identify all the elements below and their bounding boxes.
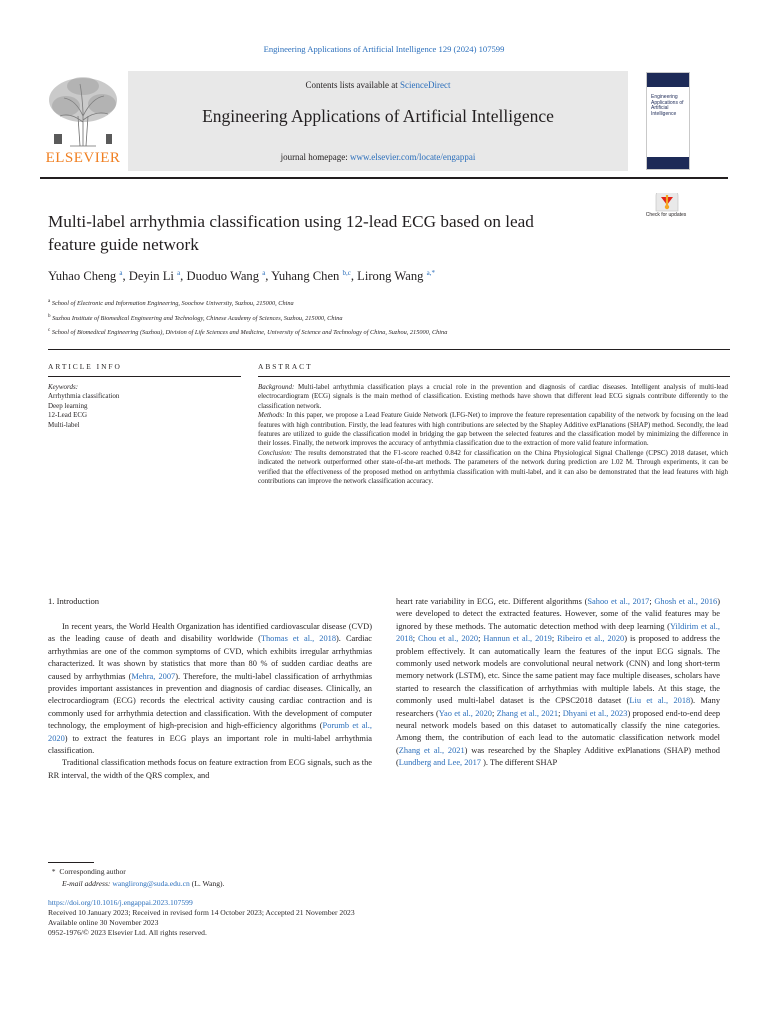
abstract-heading: ABSTRACT [258, 362, 313, 371]
abstract-body [258, 383, 728, 486]
body-text: ) is proposed to address the problem effectively. It can automatically learn the features of the input ECG signals. The commonly used network models are convolutional neural network (CNN) and long short-term memory network (LSTM), etc. Since the same patient may face multiple diseases, scholars have started to research the classification of arrhythmias with multiple labels. At this stage, the commonly used multi-label dataset is the CPSC2018 dataset ( [396, 634, 720, 706]
keyword: Deep learning [48, 401, 88, 410]
journal-title: Engineering Applications of Artificial Intelligence [202, 106, 554, 126]
journal-cover-thumbnail[interactable] [646, 72, 690, 170]
copyright-line: 0952-1976/© 2023 Elsevier Ltd. All rights reserved. [48, 928, 207, 937]
body-text: ; [491, 708, 497, 718]
body-text: Traditional classification methods focus on feature extraction from ECG signals, such as the RR interval, the width of the QRS complex, and [48, 758, 372, 780]
body-text: ). Cardiac arrhythmias are one of the common symptoms of CVD, which exhibits irregular arrhythmias characterized. It was shown by statistics that more than 80 % of sudden cardiac deaths are caused by arrhythmias ( [48, 634, 372, 681]
citation-link[interactable]: Liu et al., 2018 [629, 696, 691, 706]
footnotes [48, 866, 648, 890]
citation-link[interactable]: Mehra, 2007 [131, 671, 176, 681]
author-affil-mark[interactable]: a,* [426, 269, 435, 277]
abstract-rule [258, 376, 730, 377]
author-name[interactable]: Yuhang Chen [271, 269, 340, 284]
body-text: ; [558, 708, 563, 718]
keywords-label: Keywords: [48, 383, 79, 391]
abstract-methods-label: Methods: [258, 411, 285, 420]
section-heading-introduction: 1. Introduction [48, 596, 100, 606]
keyword: 12-Lead ECG [48, 411, 88, 420]
body-text: ; [478, 634, 484, 644]
article-info-heading: ARTICLE INFO [48, 362, 122, 371]
body-text: ). The different SHAP [480, 758, 558, 768]
paper-title-line-1: Multi-label arrhythmia classification using 12-lead ECG based on lead [48, 212, 534, 231]
citation-link[interactable]: Porumb et al., 2020 [48, 721, 372, 743]
email-link[interactable]: wanglirong@suda.edu.cn [112, 879, 190, 888]
abstract-conclusion-label: Conclusion: [258, 448, 293, 457]
email-suffix: (L. Wang). [189, 879, 225, 888]
citation-link[interactable]: Chou et al., 2020 [418, 634, 479, 644]
email-note [48, 878, 648, 890]
citation-link[interactable]: Zhang et al., 2021 [398, 745, 465, 755]
body-text: ; [551, 634, 558, 644]
publication-info [48, 898, 648, 938]
body-text: ). Therefore, the multi-label classification of arrhythmias provides important assistances in prevention and diagnosis of cardiac diseases. Clinically, an electrocardiogram (ECG) records the electrical activity causing cardiac contraction and is commonly used for arrhythmia detection and classification. With the development of computer technology, the employment of high-precision and high-efficiency algorithms ( [48, 671, 373, 731]
keywords-block [48, 383, 238, 430]
journal-homepage-line [128, 152, 628, 162]
author-affil-mark[interactable]: a [177, 269, 181, 277]
citation-link[interactable]: Yao et al., 2020 [438, 708, 492, 718]
citation-link[interactable]: Dhyani et al., 2023 [562, 708, 628, 718]
title-block-divider [48, 349, 730, 350]
body-column-left [48, 621, 372, 782]
affiliation [48, 296, 708, 311]
citation-link[interactable]: Yildirim et al., 2018 [396, 621, 720, 644]
journal-citation-link[interactable]: Engineering Applications of Artificial Intelligence 129 (2024) 107599 [263, 44, 505, 54]
affiliation-text: Suzhou Institute of Biomedical Engineering and Technology, Chinese Academy of Sciences, Suzhou, 215000, China [52, 314, 343, 322]
journal-citation-line[interactable] [0, 44, 768, 54]
body-text: ) proposed end-to-end deep neural network models based on this dataset to automatically classify the nine categories. Among them, the contribution of each lead to the automatic classification network model ( [396, 708, 721, 755]
body-text: ) were developed to detect the extracted features. However, some of the valid features may be ignored by these methods. The automatic detection method with deep learning ( [396, 597, 721, 631]
abstract-conclusion [258, 449, 728, 487]
abstract-background-label: Background: [258, 383, 295, 391]
abstract-methods-text: In this paper, we propose a Lead Feature Guide Network (LFG-Net) to improve the feature representation capability of the network by focusing on the lead features with high contribution. Firstly, the lead features with high contributions are selected by the Shapley Additive exPlanations (SHAP) method. Secondly, the lead features are utilized to guide the classification model in bridging the gap between the selected features and the classification model by minimizing the difference in their losses. Finally, the network improves the accuracy of arrhythmia classification due to the extraction of more valid feature information. [258, 411, 728, 448]
abstract-background-text: Multi-label arrhythmia classification plays a crucial role in the prevention and diagnosis of cardiac diseases. Intelligent analysis of multi-lead electrocardiogram (ECG) signals is the main method of classification. Existing methods have shown that different lead ECG signals contribute differently to the classification network. [258, 383, 728, 410]
author-affil-mark[interactable]: a [119, 269, 123, 277]
sciencedirect-link[interactable]: ScienceDirect [400, 80, 451, 90]
citation-link[interactable]: Sahoo et al., 2017 [587, 597, 650, 606]
elsevier-tree-icon [40, 72, 126, 150]
affiliation-mark: a [48, 299, 51, 304]
body-text: ; [649, 597, 655, 606]
contents-lists-line [128, 80, 628, 90]
check-for-updates-label[interactable]: Check for updates [645, 212, 687, 218]
cover-title: Engineering Applications of Artificial Intelligence [651, 94, 684, 117]
body-text: ) was researched by the Shapley Additive exPlanations (SHAP) method ( [396, 745, 720, 768]
homepage-prefix: journal homepage: [280, 152, 351, 162]
citation-link[interactable]: Zhang et al., 2021 [496, 708, 559, 718]
abstract-conclusion-text: The results demonstrated that the F1-score reached 0.842 for classification on the China Physiological Signal Challenge (CPSC) 2018 dataset, which indicated the network outperformed other state-of-the-art methods. The parameters of the network during prediction are 1.02 M. Through experiments, it can be verified that the effectiveness of the proposed method on arrhythmia classification with multi-label, and it can also be demonstrated that the lead features with high contributions can improve the network classification accuracy. [258, 448, 728, 486]
body-text: ; [412, 634, 419, 644]
author-name[interactable]: Deyin Li [128, 269, 174, 284]
body-paragraph [396, 596, 720, 770]
paper-title [48, 210, 608, 256]
body-text: ). Many researchers ( [396, 696, 721, 718]
author-name[interactable]: Yuhao Cheng [48, 269, 117, 284]
citation-link[interactable]: Thomas et al., 2018 [260, 634, 337, 644]
body-paragraph [48, 621, 372, 757]
paper-title-line-2: feature guide network [48, 235, 199, 254]
keyword: Multi-label [48, 420, 80, 429]
footnote-rule [48, 862, 94, 863]
doi-link[interactable]: https://doi.org/10.1016/j.engappai.2023.107599 [48, 898, 193, 907]
abstract-background [258, 383, 728, 411]
cover-top-band [647, 73, 689, 87]
body-text: In recent years, the World Health Organization has identified cardiovascular disease (CVD) as the leading cause of death and disability worldwide ( [48, 622, 372, 644]
body-text: ) to extract the features in ECG plays an important role in multi-label arrhythmia classification. [48, 733, 372, 756]
author-name[interactable]: Duoduo Wang [186, 269, 260, 284]
affiliation-mark: c [48, 328, 51, 333]
contents-prefix: Contents lists available at [305, 80, 400, 90]
body-text: heart rate variability in ECG, etc. Different algorithms ( [396, 597, 588, 606]
citation-link[interactable]: Hannun et al., 2019 [483, 634, 552, 644]
journal-homepage-link[interactable]: www.elsevier.com/locate/engappai [350, 152, 476, 162]
body-paragraph [48, 757, 372, 782]
author-name[interactable]: Lirong Wang [357, 269, 424, 284]
affiliation [48, 325, 708, 340]
citation-link[interactable]: Ribeiro et al., 2020 [557, 634, 625, 644]
corresponding-author-text: Corresponding author [59, 867, 126, 876]
email-label: E-mail address: [62, 879, 113, 888]
affiliation-mark: b [48, 313, 51, 319]
received-dates: Received 10 January 2023; Received in revised form 14 October 2023; Accepted 21 November 2023 [48, 908, 355, 917]
cover-bottom-band [647, 157, 689, 169]
affiliation [48, 311, 708, 326]
elsevier-wordmark[interactable]: ELSEVIER [45, 150, 121, 166]
citation-link[interactable]: Lundberg and Lee, 2017 [398, 758, 481, 768]
article-info-rule [48, 376, 241, 377]
keyword: Arrhythmia classification [48, 392, 120, 401]
citation-link[interactable]: Ghosh et al., 2016 [654, 597, 718, 606]
body-column-right [396, 596, 720, 770]
author-list: Yuhao Cheng $^a$, Deyin Li $^a$, Duoduo Wang $^a$, Yuhang Chen $^{b,c}$, Lirong Wang $^{a,*}$ [48, 269, 435, 284]
author-affil-mark[interactable]: b,c [342, 269, 351, 277]
corresponding-author-note: * Corresponding author [48, 867, 126, 876]
available-online: Available online 30 November 2023 [48, 918, 159, 927]
affiliation-list [48, 296, 708, 340]
header-divider [40, 177, 728, 179]
affiliation-text: School of Biomedical Engineering (Suzhou), Division of Life Sciences and Medicine, University of Science and Technology of China, Suzhou, 215000, China [51, 329, 448, 337]
affiliation-text: School of Electronic and Information Engineering, Soochow University, Suzhou, 215000, China [51, 300, 294, 308]
abstract-methods [258, 411, 728, 449]
author-affil-mark[interactable]: a [262, 269, 266, 277]
